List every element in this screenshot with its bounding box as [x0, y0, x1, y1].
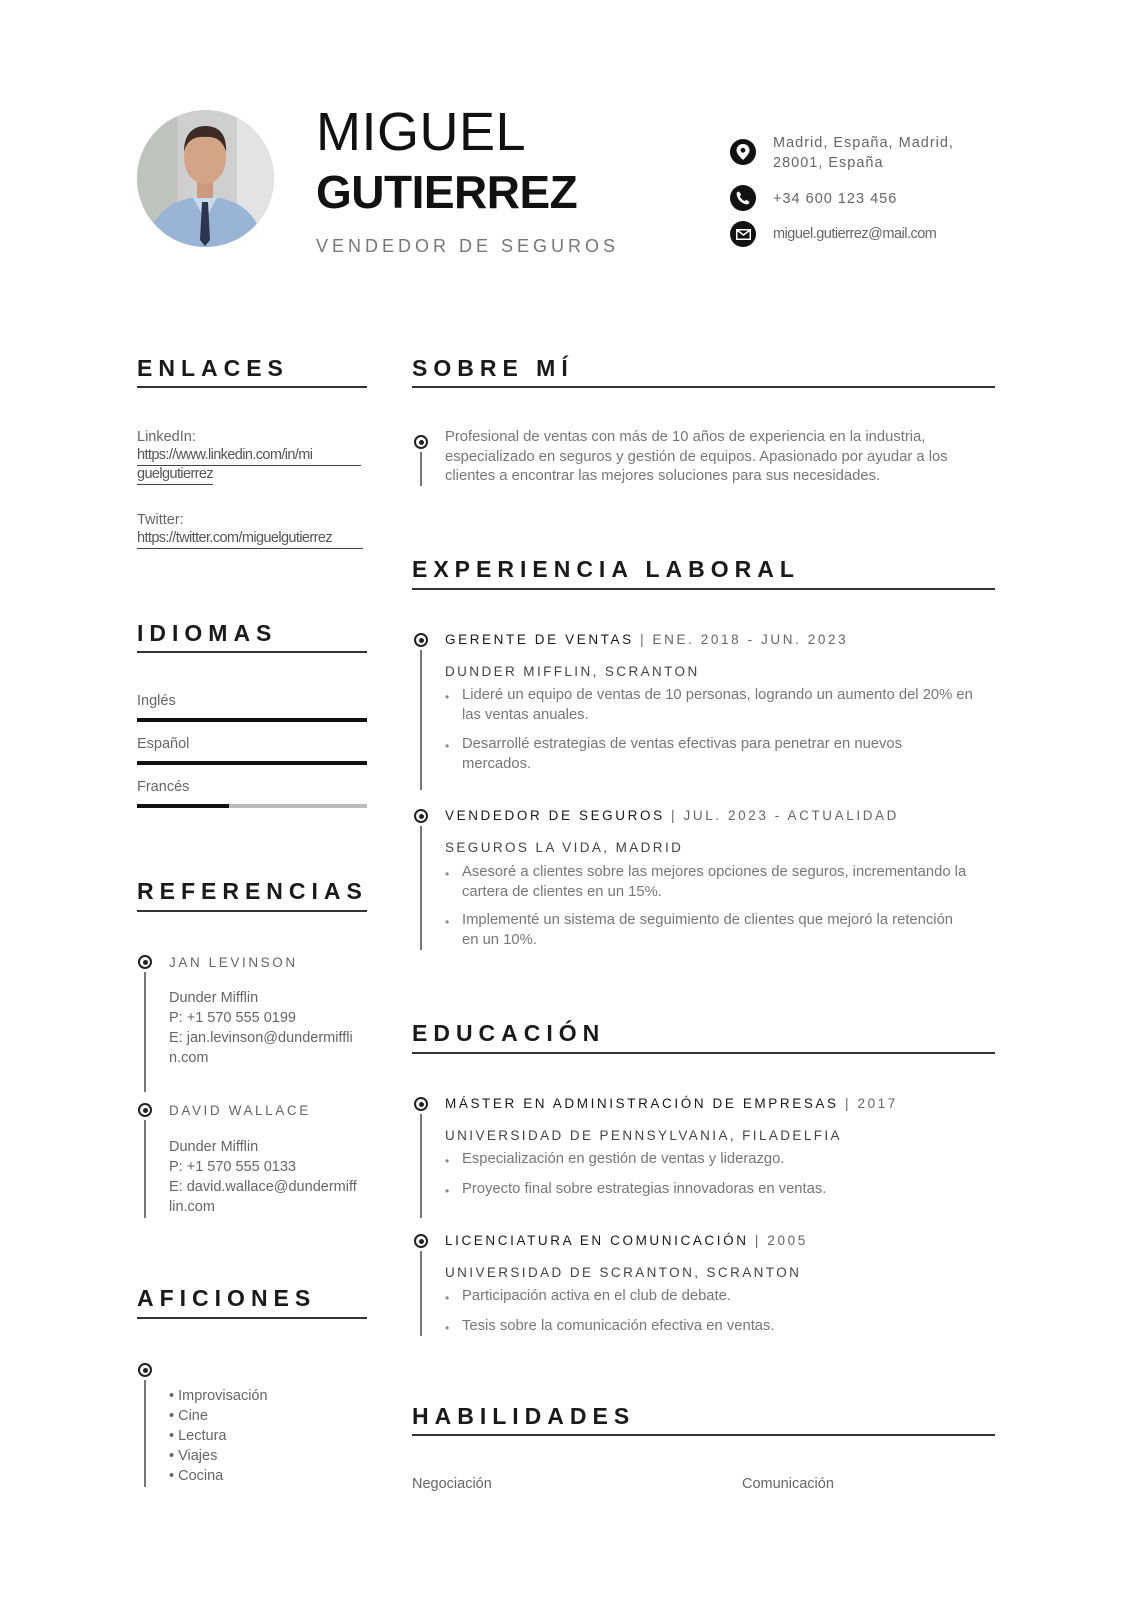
timeline-dot-icon	[138, 1363, 152, 1377]
linkedin-label: LinkedIn:	[137, 429, 196, 445]
reference-company: Dunder Mifflin	[169, 1139, 259, 1155]
education-bullet: Proyecto final sobre estrategias innovadoras en ventas.	[462, 1181, 827, 1197]
job-role: GERENTE DE VENTAS	[445, 632, 634, 647]
language-level-fill	[137, 804, 229, 808]
languages-heading: IDIOMAS	[137, 620, 278, 646]
reference-phone: P: +1 570 555 0199	[169, 1010, 296, 1026]
skill-item: Comunicación	[742, 1476, 834, 1492]
about-heading: SOBRE MÍ	[412, 355, 574, 381]
degree-year: | 2005	[748, 1233, 808, 1248]
education-bullet: Participación activa en el club de debate.	[462, 1288, 731, 1304]
timeline-line	[144, 1380, 146, 1487]
timeline-line	[420, 826, 422, 950]
section-divider	[137, 386, 367, 388]
language-name: Francés	[137, 779, 190, 795]
job-dates: | ENE. 2018 - JUN. 2023	[633, 632, 849, 647]
job-bullet-line: en un 10%.	[462, 931, 537, 948]
section-divider	[412, 1052, 995, 1054]
timeline-dot-icon	[414, 809, 428, 823]
education-bullet: Especialización en gestión de ventas y liderazgo.	[462, 1151, 785, 1167]
language-name: Inglés	[137, 693, 176, 709]
skills-heading: HABILIDADES	[412, 1403, 636, 1429]
bullet-icon: •	[445, 1291, 450, 1305]
reference-name: JAN LEVINSON	[169, 955, 298, 970]
section-divider	[137, 651, 367, 653]
location-icon	[730, 139, 756, 165]
hobby-item: • Cine	[169, 1408, 208, 1424]
language-name: Español	[137, 736, 190, 752]
profile-photo	[137, 110, 274, 247]
language-level-bar	[137, 804, 367, 808]
hobby-item: • Viajes	[169, 1448, 218, 1464]
job-role: VENDEDOR DE SEGUROS	[445, 808, 665, 823]
bullet-icon: •	[445, 1184, 450, 1198]
linkedin-url[interactable]: https://www.linkedin.com/in/mi	[137, 446, 361, 466]
timeline-line	[144, 972, 146, 1092]
job-bullet-line: Implementé un sistema de seguimiento de clientes que mejoró la retención	[462, 912, 954, 928]
timeline-line	[144, 1120, 146, 1218]
job-bullet	[462, 863, 966, 902]
degree-heading	[445, 1233, 808, 1248]
timeline-dot-icon	[414, 1234, 428, 1248]
section-divider	[412, 386, 995, 388]
address-line: Madrid, España, Madrid,	[773, 135, 954, 151]
job-bullet-line: Asesoré a clientes sobre las mejores opciones de seguros, incrementando la	[462, 864, 967, 880]
bullet-icon: •	[445, 867, 450, 881]
hobbies-heading: AFICIONES	[137, 1285, 317, 1311]
school-name: UNIVERSIDAD DE PENNSYLVANIA, FILADELFIA	[445, 1128, 842, 1143]
timeline-dot-icon	[414, 435, 428, 449]
timeline-line	[420, 1114, 422, 1218]
job-bullet-line: las ventas anuales.	[462, 706, 589, 723]
timeline-dot-icon	[414, 633, 428, 647]
about-line: Profesional de ventas con más de 10 años de experiencia en la industria,	[445, 429, 926, 445]
bullet-icon: •	[445, 690, 450, 704]
education-heading: EDUCACIÓN	[412, 1020, 606, 1046]
language-level-bar	[137, 761, 367, 765]
about-text	[445, 428, 948, 487]
email[interactable]: miguel.gutierrez@mail.com	[773, 226, 937, 242]
skill-item: Negociación	[412, 1476, 492, 1492]
bullet-icon: •	[445, 1321, 450, 1335]
section-divider	[412, 588, 995, 590]
language-level-fill	[137, 761, 367, 765]
section-divider	[412, 1434, 995, 1436]
language-level-fill	[137, 718, 367, 722]
hobby-item: • Lectura	[169, 1428, 227, 1444]
reference-email: E: jan.levinson@dundermiffli	[169, 1030, 353, 1046]
job-heading	[445, 632, 848, 647]
language-level-bar	[137, 718, 367, 722]
last-name: GUTIERREZ	[316, 166, 578, 218]
section-divider	[137, 1317, 367, 1319]
bullet-icon: •	[445, 915, 450, 929]
job-bullet-line: mercados.	[462, 755, 532, 772]
timeline-line	[420, 650, 422, 790]
links-heading: ENLACES	[137, 355, 289, 381]
job-bullet-line: cartera de clientes en un 15%.	[462, 883, 662, 900]
degree-heading	[445, 1096, 898, 1111]
bullet-icon: •	[445, 739, 450, 753]
job-bullet	[462, 735, 902, 774]
timeline-dot-icon	[138, 955, 152, 969]
job-bullet	[462, 686, 973, 725]
reference-email-continued: lin.com	[169, 1199, 215, 1215]
reference-company: Dunder Mifflin	[169, 990, 259, 1006]
timeline-dot-icon	[138, 1103, 152, 1117]
job-company: DUNDER MIFFLIN, SCRANTON	[445, 664, 700, 679]
phone: +34 600 123 456	[773, 191, 898, 207]
reference-email: E: david.wallace@dundermiff	[169, 1179, 357, 1195]
twitter-label: Twitter:	[137, 512, 184, 528]
address-line: 28001, España	[773, 155, 884, 171]
job-dates: | JUL. 2023 - ACTUALIDAD	[664, 808, 900, 823]
job-heading	[445, 808, 899, 823]
about-line: clientes a encontrar las mejores soluciones para sus necesidades.	[445, 468, 881, 484]
job-bullet-line: Lideré un equipo de ventas de 10 personas, logrando un aumento del 20% en	[462, 687, 973, 703]
reference-name: DAVID WALLACE	[169, 1103, 311, 1118]
reference-phone: P: +1 570 555 0133	[169, 1159, 296, 1175]
job-title: VENDEDOR DE SEGUROS	[316, 236, 620, 256]
education-bullet: Tesis sobre la comunicación efectiva en ventas.	[462, 1318, 775, 1334]
email-icon	[730, 221, 756, 247]
references-heading: REFERENCIAS	[137, 878, 368, 904]
bullet-icon: •	[445, 1154, 450, 1168]
school-name: UNIVERSIDAD DE SCRANTON, SCRANTON	[445, 1265, 802, 1280]
degree-name: MÁSTER EN ADMINISTRACIÓN DE EMPRESAS	[445, 1096, 839, 1111]
degree-name: LICENCIATURA EN COMUNICACIÓN	[445, 1233, 749, 1248]
twitter-url[interactable]: https://twitter.com/miguelgutierrez	[137, 529, 363, 549]
hobby-item: • Cocina	[169, 1468, 224, 1484]
job-bullet	[462, 911, 953, 950]
about-line: especializado en seguros y gestión de equipos. Apasionado por ayudar a los	[445, 448, 948, 465]
job-company: SEGUROS LA VIDA, MADRID	[445, 840, 684, 855]
timeline-line	[420, 1251, 422, 1336]
linkedin-url-continued[interactable]: guelgutierrez	[137, 465, 213, 485]
degree-year: | 2017	[838, 1096, 898, 1111]
address	[773, 133, 954, 173]
reference-email-continued: n.com	[169, 1050, 209, 1066]
experience-heading: EXPERIENCIA LABORAL	[412, 556, 800, 582]
phone-icon	[730, 185, 756, 211]
job-bullet-line: Desarrollé estrategias de ventas efectivas para penetrar en nuevos	[462, 736, 903, 752]
timeline-line	[420, 452, 422, 486]
hobby-item: • Improvisación	[169, 1388, 268, 1404]
section-divider	[137, 910, 367, 912]
first-name: MIGUEL	[316, 102, 527, 162]
timeline-dot-icon	[414, 1097, 428, 1111]
